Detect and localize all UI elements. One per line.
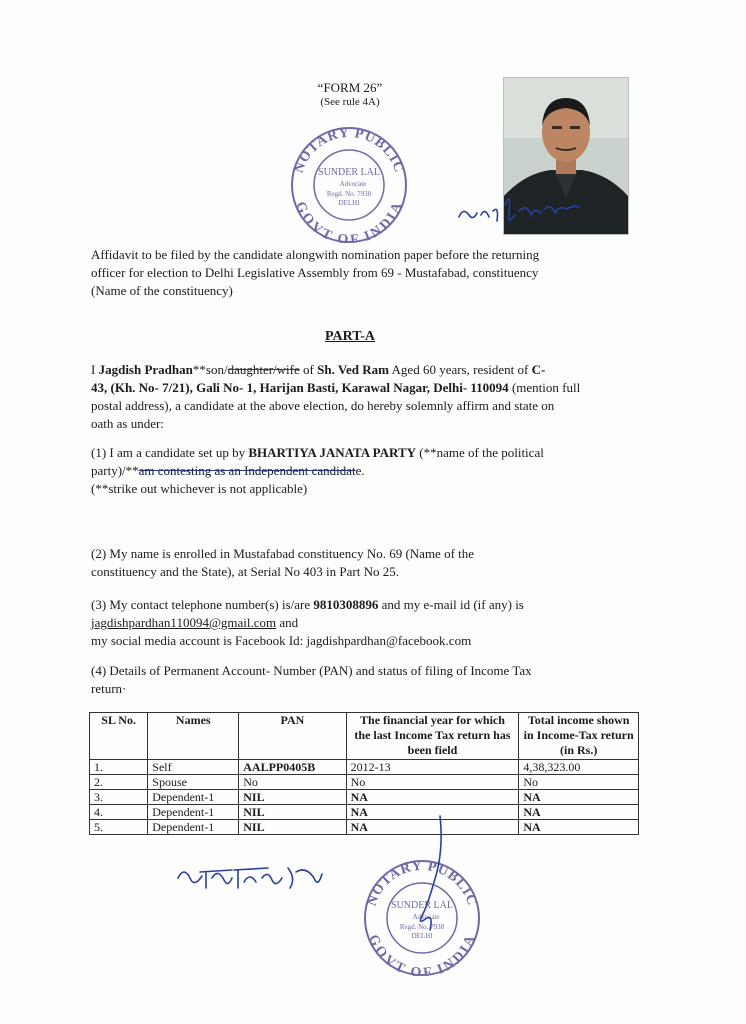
- seal-bottom-reg: Regd. No. 7938: [399, 923, 445, 931]
- item-3-and: and: [276, 615, 299, 630]
- notary-seal-top: [287, 125, 411, 243]
- cell-name: Self: [148, 760, 239, 775]
- table-row: [90, 775, 639, 790]
- pronoun: I: [91, 362, 96, 377]
- cell-name: Dependent-1: [148, 805, 239, 820]
- father-name: Sh. Ved Ram: [317, 362, 389, 377]
- item-4-line-2: return·: [91, 681, 127, 696]
- cell-income: No: [519, 775, 639, 790]
- col-header-pan: PAN: [239, 713, 346, 760]
- cell-name: Spouse: [148, 775, 239, 790]
- cell-income: 4,38,323.00: [519, 760, 639, 775]
- item-2-line-2: constituency and the State), at Serial No 403 in Part No 25.: [91, 564, 399, 579]
- cell-pan: AALPP0405B: [239, 760, 346, 775]
- item-2-enrolment: [91, 545, 631, 581]
- form-rule: (See rule 4A): [320, 96, 380, 108]
- cell-pan: NIL: [239, 820, 346, 835]
- col-header-sl: SL No.: [90, 713, 148, 760]
- item-3-lead: (3) My contact telephone number(s) is/are: [91, 597, 311, 612]
- cell-year: NA: [346, 790, 519, 805]
- cell-name: Dependent-1: [148, 790, 239, 805]
- signature-bottom-icon: [172, 848, 332, 908]
- candidate-name: Jagdish Pradhan: [98, 362, 193, 377]
- address: 43, (Kh. No- 7/21), Gali No- 1, Harijan Basti, Karawal Nagar, Delhi- 110094: [91, 380, 509, 395]
- seal-bottom-bottom-arc-text: GOVT OF INDIA: [365, 932, 479, 976]
- cell-income: NA: [519, 805, 639, 820]
- table-row: [90, 820, 639, 835]
- email-link[interactable]: jagdishpardhan110094@gmail.com: [91, 615, 277, 630]
- item-1-party-lead: party)/**: [91, 463, 139, 478]
- table-row: [90, 760, 639, 775]
- social-media: my social media account is Facebook Id: jagdishpardhan@facebook.com: [91, 633, 472, 648]
- cell-pan: NIL: [239, 790, 346, 805]
- declaration-line-4: oath as under:: [91, 416, 164, 431]
- seal-bottom-arc-text: NOTARY PUBLIC: [364, 858, 480, 909]
- part-title: PART-A: [324, 329, 376, 344]
- cell-sl: 5.: [90, 820, 148, 835]
- cell-name: Dependent-1: [148, 820, 239, 835]
- seal-bottom-name: SUNDER LAL: [391, 900, 453, 911]
- signature-top-icon: [455, 185, 585, 230]
- form-title: [250, 80, 450, 110]
- address-note: (mention full: [508, 380, 581, 395]
- cell-sl: 2.: [90, 775, 148, 790]
- party-name: BHARTIYA JANATA PARTY: [248, 445, 417, 460]
- pan-table: [89, 712, 639, 835]
- age-residence: Aged 60 years, resident of: [389, 362, 529, 377]
- notary-signature-icon: [404, 812, 454, 942]
- cell-year: 2012-13: [346, 760, 519, 775]
- item-2-line-1: (2) My name is enrolled in Mustafabad constituency No. 69 (Name of the: [91, 546, 475, 561]
- affidavit-intro: [91, 246, 631, 300]
- item-1-tail: (**name of the political: [416, 445, 544, 460]
- cell-pan: NIL: [239, 805, 346, 820]
- cell-income: NA: [519, 790, 639, 805]
- relation-of: of: [299, 362, 314, 377]
- cell-year: No: [346, 775, 519, 790]
- cell-sl: 1.: [90, 760, 148, 775]
- seal-bottom-city: DELHI: [411, 932, 433, 940]
- intro-line-2: officer for election to Delhi Legislative Assembly from 69 - Mustafabad, constituency: [91, 265, 539, 280]
- table-row: [90, 790, 639, 805]
- item-4-line-1: (4) Details of Permanent Account- Number (PAN) and status of filing of Income Tax: [91, 663, 532, 678]
- seal-top-role: Advocate: [339, 180, 367, 188]
- cell-year: NA: [346, 805, 519, 820]
- item-1-party: [91, 444, 631, 498]
- col-header-income: Total income shown in Income-Tax return (in Rs.): [519, 713, 639, 760]
- seal-top-reg: Regd. No. 7938: [326, 190, 372, 198]
- cell-sl: 4.: [90, 805, 148, 820]
- item-3-mid: and my e-mail id (if any) is: [378, 597, 524, 612]
- table-row: [90, 805, 639, 820]
- seal-top-name: SUNDER LAL: [318, 167, 380, 178]
- independent-struck: am contesting as an Independent candidat: [138, 463, 356, 478]
- seal-top-bottom-arc-text: GOVT OF INDIA: [292, 199, 406, 243]
- strike-note: (**strike out whichever is not applicable): [91, 481, 308, 496]
- intro-line-1: Affidavit to be filed by the candidate alongwith nomination paper before the returning: [91, 247, 540, 262]
- table-header-row: [90, 713, 639, 760]
- candidate-declaration: [91, 361, 631, 433]
- cell-income: NA: [519, 820, 639, 835]
- cell-pan: No: [239, 775, 346, 790]
- declaration-line-3: postal address), a candidate at the above election, do hereby solemnly affirm and state on: [91, 398, 555, 413]
- relation-prefix: **son/: [192, 362, 228, 377]
- seal-bottom-role: Advocate: [412, 913, 440, 921]
- cell-year: NA: [346, 820, 519, 835]
- seal-top-city: DELHI: [338, 199, 360, 207]
- item-4-pan: [91, 662, 631, 698]
- item-1-end: e.: [355, 463, 365, 478]
- form-number: “FORM 26”: [317, 80, 383, 95]
- intro-line-3: (Name of the constituency): [91, 283, 233, 298]
- relation-struck: daughter/wife: [227, 362, 300, 377]
- item-3-contact: [91, 596, 631, 650]
- item-1-lead: (1) I am a candidate set up by: [91, 445, 246, 460]
- col-header-year: The financial year for which the last Income Tax return has been field: [346, 713, 519, 760]
- phone-number: 9810308896: [313, 597, 379, 612]
- seal-top-arc-text: NOTARY PUBLIC: [291, 125, 407, 176]
- cell-sl: 3.: [90, 790, 148, 805]
- col-header-names: Names: [148, 713, 239, 760]
- address-prefix: C-: [531, 362, 546, 377]
